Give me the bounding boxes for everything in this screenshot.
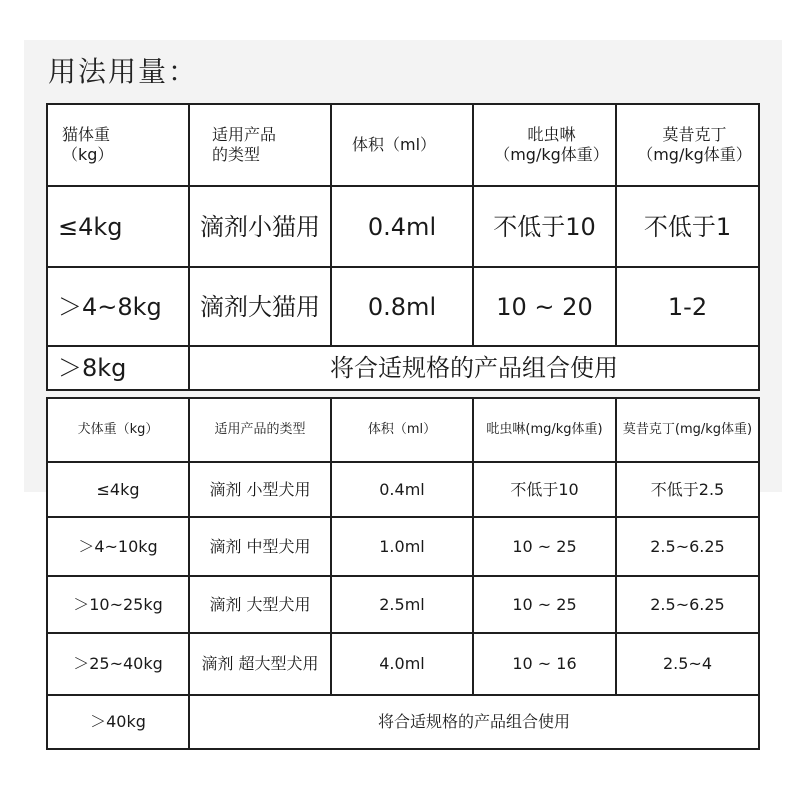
cat-dosage-table — [46, 103, 760, 391]
cell-volume: 1.0ml — [331, 517, 473, 576]
cell-product-type: 滴剂 大型犬用 — [189, 576, 331, 633]
table-row — [47, 517, 759, 576]
table-row — [47, 576, 759, 633]
cell-product-type: 滴剂 小型犬用 — [189, 462, 331, 517]
cell-moxidectin: 不低于2.5 — [616, 462, 759, 517]
table-header-row — [47, 104, 759, 186]
header-moxidectin: 莫昔克丁(mg/kg体重) — [616, 398, 759, 462]
header-volume: 体积（ml） — [331, 398, 473, 462]
cell-weight: ＞4~10kg — [47, 517, 189, 576]
table-header-row — [47, 398, 759, 462]
cell-weight: ＞10~25kg — [47, 576, 189, 633]
cell-imidacloprid: 10 ~ 25 — [473, 517, 616, 576]
cell-volume: 4.0ml — [331, 633, 473, 695]
cell-moxidectin: 2.5~4 — [616, 633, 759, 695]
cell-moxidectin: 1-2 — [616, 267, 759, 346]
header-moxidectin: 莫昔克丁 （mg/kg体重） — [637, 125, 752, 164]
header-dog-weight: 犬体重（kg） — [47, 398, 189, 462]
cell-weight: ≤4kg — [47, 186, 189, 267]
cell-weight: ≤4kg — [47, 462, 189, 517]
page-title: 用法用量： — [48, 55, 199, 88]
cell-weight: ＞8kg — [47, 346, 189, 390]
cell-volume: 0.8ml — [331, 267, 473, 346]
cell-product-type: 滴剂 超大型犬用 — [189, 633, 331, 695]
cell-imidacloprid: 不低于10 — [473, 462, 616, 517]
cell-moxidectin: 2.5~6.25 — [616, 517, 759, 576]
cell-product-type: 滴剂大猫用 — [189, 267, 331, 346]
dog-dosage-table — [46, 397, 760, 750]
table-row — [47, 462, 759, 517]
cell-volume: 0.4ml — [331, 186, 473, 267]
header-volume: 体积（ml） — [352, 135, 437, 154]
cell-product-type: 滴剂小猫用 — [189, 186, 331, 267]
cell-product-type: 滴剂 中型犬用 — [189, 517, 331, 576]
cell-combination-note: 将合适规格的产品组合使用 — [189, 695, 759, 749]
cell-imidacloprid: 10 ~ 16 — [473, 633, 616, 695]
table-row — [47, 267, 759, 346]
cell-weight: ＞40kg — [47, 695, 189, 749]
cell-weight: ＞4~8kg — [47, 267, 189, 346]
header-product-type: 适用产品 的类型 — [212, 125, 277, 164]
header-product-type: 适用产品的类型 — [189, 398, 331, 462]
cell-imidacloprid: 10 ~ 20 — [473, 267, 616, 346]
table-row — [47, 186, 759, 267]
header-imidacloprid: 吡虫啉 （mg/kg体重） — [494, 125, 609, 164]
header-cat-weight: 猫体重 （kg） — [62, 125, 114, 164]
cell-combination-note: 将合适规格的产品组合使用 — [189, 346, 759, 390]
header-imidacloprid: 吡虫啉(mg/kg体重) — [473, 398, 616, 462]
cell-volume: 0.4ml — [331, 462, 473, 517]
cell-weight: ＞25~40kg — [47, 633, 189, 695]
cell-imidacloprid: 不低于10 — [473, 186, 616, 267]
cell-moxidectin: 2.5~6.25 — [616, 576, 759, 633]
cell-moxidectin: 不低于1 — [616, 186, 759, 267]
cell-volume: 2.5ml — [331, 576, 473, 633]
table-row — [47, 346, 759, 390]
table-row — [47, 633, 759, 695]
cell-imidacloprid: 10 ~ 25 — [473, 576, 616, 633]
table-row — [47, 695, 759, 749]
